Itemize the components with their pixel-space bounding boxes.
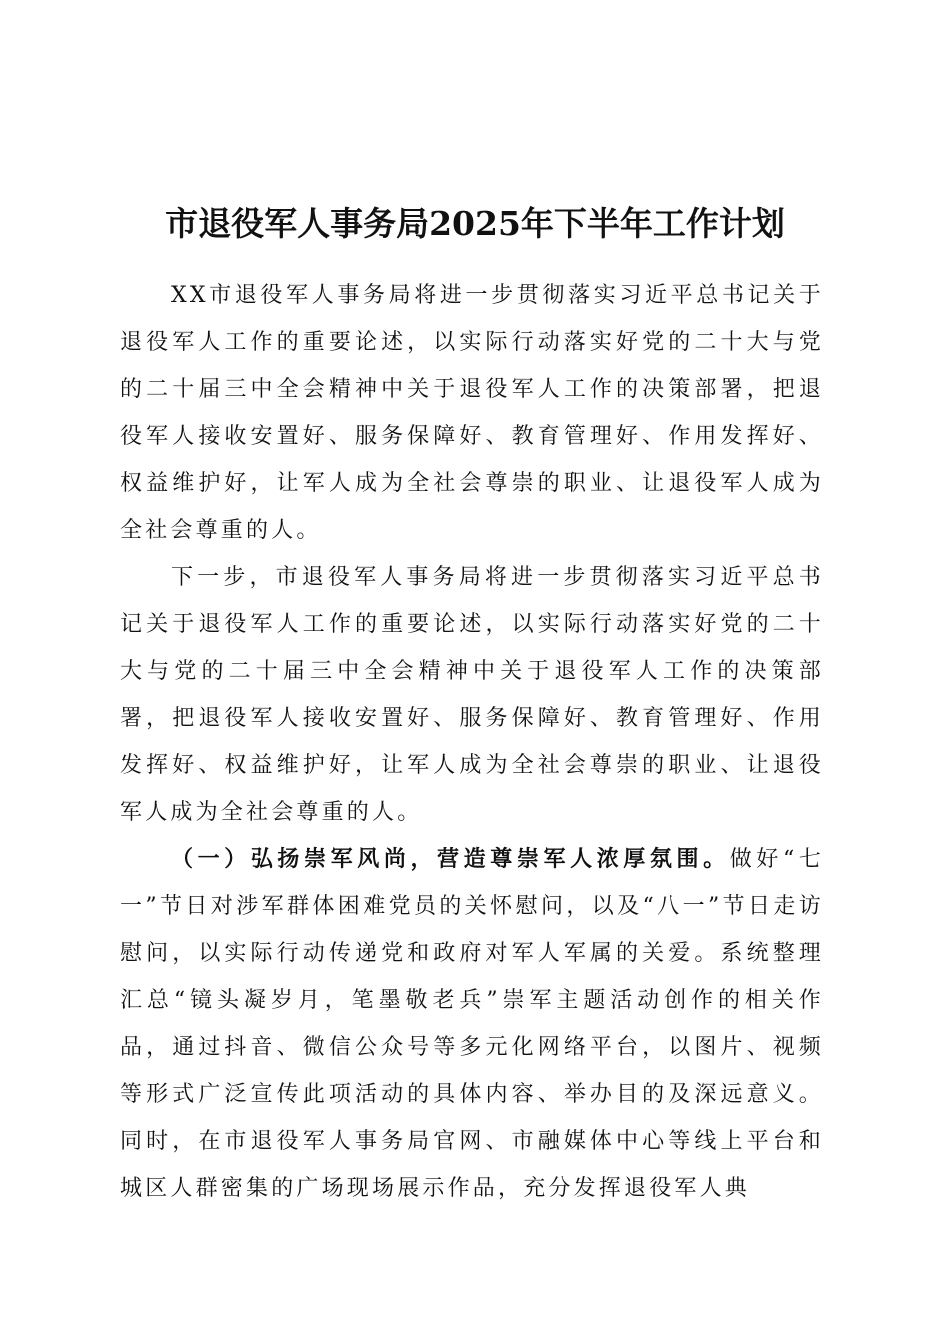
- section-one-heading: （一）弘扬崇军风尚，营造尊崇军人浓厚氛围。: [171, 846, 730, 872]
- paragraph-intro: [120, 272, 824, 554]
- paragraph-next-step: [120, 554, 824, 836]
- section-one-text: 做好“七一”节日对涉军群体困难党员的关怀慰问，以及“八一”节日走访慰问，以实际行动传递党和政府对军人军属的关爱。系统整理汇总“镜头凝岁月，笔墨敬老兵”崇军主题活动创作的相关作品，通过抖音、微信公众号等多元化网络平台，以图片、视频等形式广泛宣传此项活动的具体内容、举办目的及深远意义。同时，在市退役军人事务局官网、市融媒体中心等线上平台和城区人群密集的广场现场展示作品，充分发挥退役军人典: [120, 847, 824, 1201]
- paragraph-section-one: [120, 836, 824, 1212]
- document-body: [120, 272, 824, 1212]
- document-title: 市退役军人事务局2025年下半年工作计划: [165, 204, 785, 244]
- paragraph-intro-text: XX市退役军人事务局将进一步贯彻落实习近平总书记关于退役军人工作的重要论述，以实际行动落实好党的二十大与党的二十届三中全会精神中关于退役军人工作的决策部署，把退役军人接收安置好、服务保障好、教育管理好、作用发挥好、权益维护好，让军人成为全社会尊崇的职业、让退役军人成为全社会尊重的人。: [120, 283, 824, 543]
- paragraph-next-step-text: 下一步，市退役军人事务局将进一步贯彻落实习近平总书记关于退役军人工作的重要论述，以实际行动落实好党的二十大与党的二十届三中全会精神中关于退役军人工作的决策部署，把退役军人接收安置好、服务保障好、教育管理好、作用发挥好、权益维护好，让军人成为全社会尊崇的职业、让退役军人成为全社会尊重的人。: [120, 565, 824, 825]
